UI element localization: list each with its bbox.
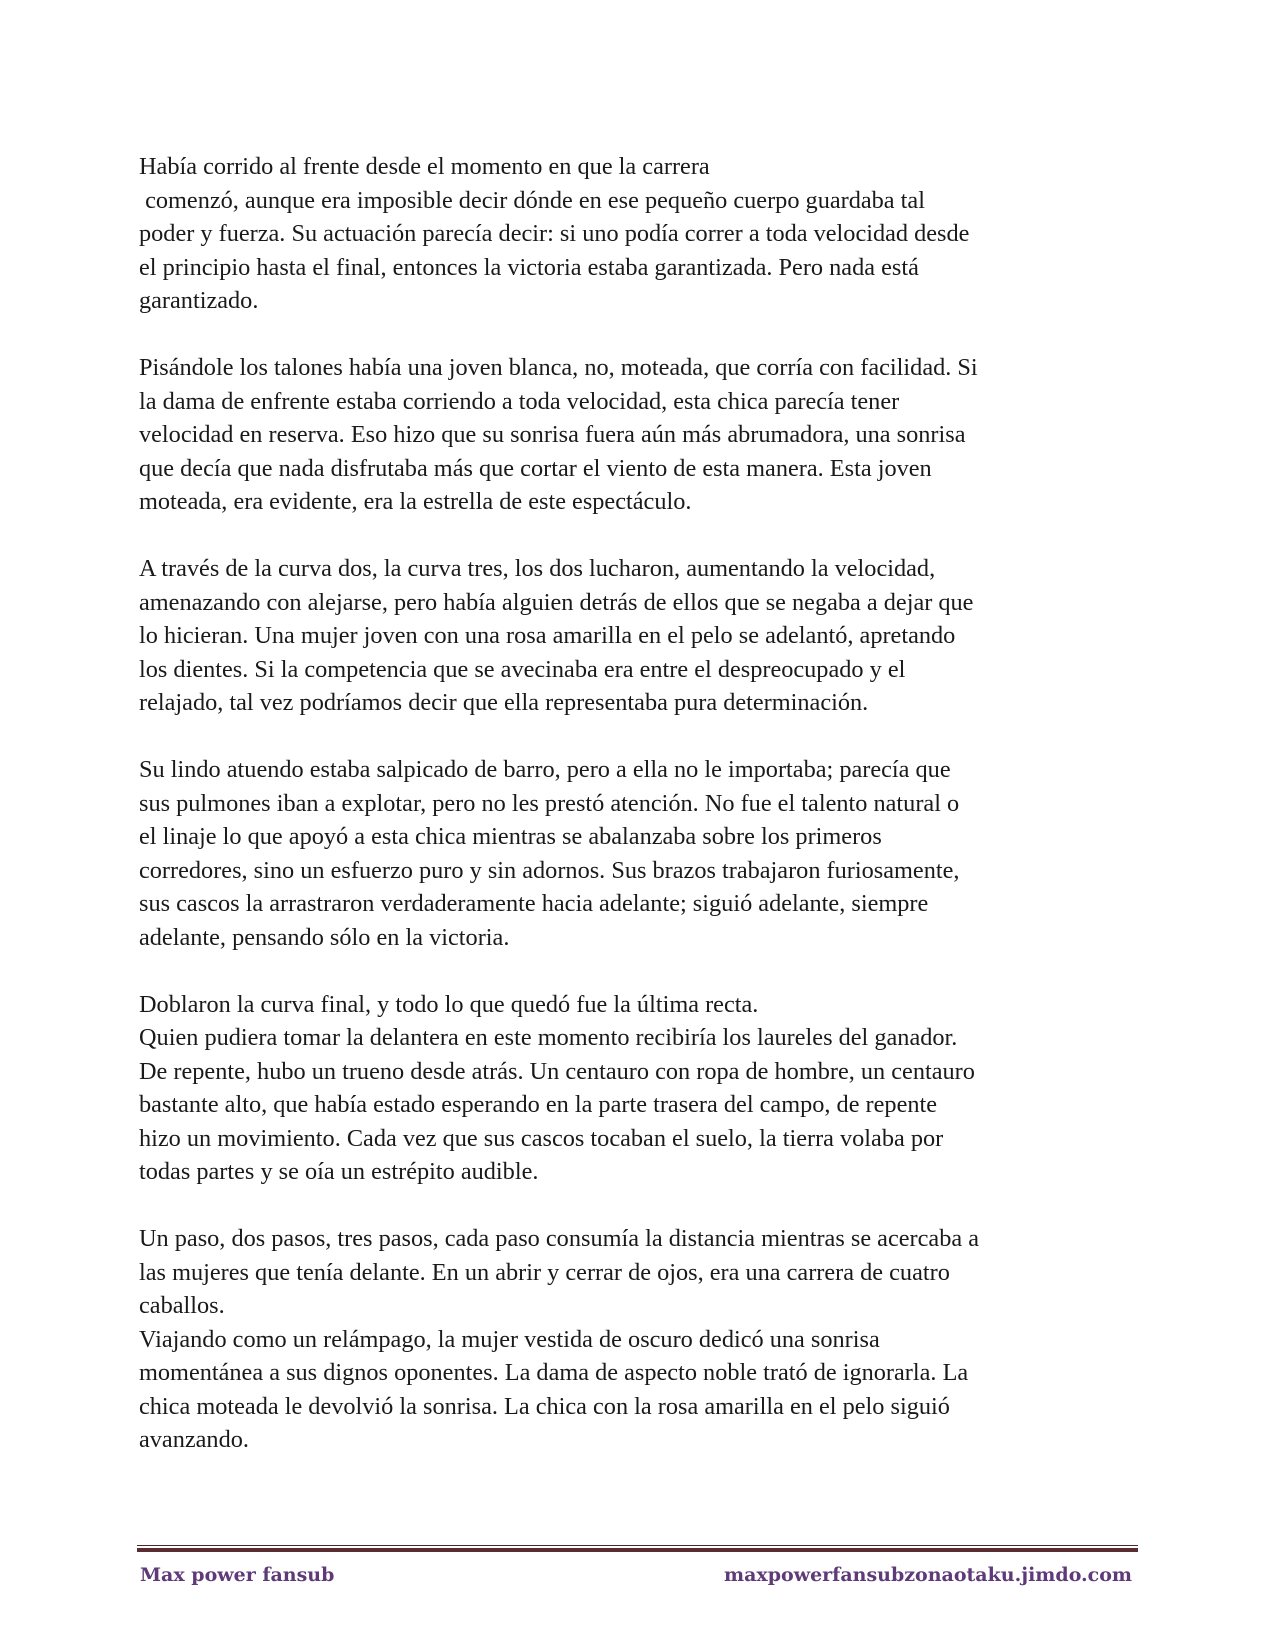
footer-rule-thin: [137, 1545, 1138, 1546]
footer-site-name: Max power fansub: [140, 1564, 335, 1586]
footer-site-url: maxpowerfansubzonaotaku.jimdo.com: [724, 1564, 1132, 1586]
text-line: Doblaron la curva final, y todo lo que quedó fue la última recta.: [139, 990, 759, 1018]
text-line: corredores, sino un esfuerzo puro y sin adornos. Sus brazos trabajaron furiosamente,: [139, 856, 960, 884]
paragraph-5: [139, 988, 1149, 1189]
text-line: Pisándole los talones había una joven blanca, no, moteada, que corría con facilidad. Si: [139, 354, 978, 381]
text-line: que decía que nada disfrutaba más que cortar el viento de esta manera. Esta joven: [139, 454, 932, 482]
text-line: las mujeres que tenía delante. En un abrir y cerrar de ojos, era una carrera de cuatro: [139, 1258, 950, 1286]
text-line: Había corrido al frente desde el momento en que la carrera: [139, 153, 710, 180]
text-line: Viajando como un relámpago, la mujer vestida de oscuro dedicó una sonrisa: [139, 1325, 880, 1353]
paragraph-4: [139, 753, 1149, 954]
text-line: A través de la curva dos, la curva tres, los dos lucharon, aumentando la velocidad,: [139, 555, 936, 582]
text-line: el linaje lo que apoyó a esta chica mientras se abalanzaba sobre los primeros: [139, 823, 882, 850]
text-line: lo hicieran. Una mujer joven con una rosa amarilla en el pelo se adelantó, apretando: [139, 622, 956, 649]
document-body: [139, 150, 1149, 1490]
text-line: sus cascos la arrastraron verdaderamente hacia adelante; siguió adelante, siempre: [139, 890, 929, 917]
text-line: Su lindo atuendo estaba salpicado de barro, pero a ella no le importaba; parecía que: [139, 756, 951, 783]
text-line: avanzando.: [139, 1426, 249, 1453]
text-line: Un paso, dos pasos, tres pasos, cada paso consumía la distancia mientras se acercaba a: [139, 1225, 979, 1252]
text-line: De repente, hubo un trueno desde atrás. Un centauro con ropa de hombre, un centauro: [139, 1057, 975, 1085]
text-line: velocidad en reserva. Eso hizo que su sonrisa fuera aún más abrumadora, una sonrisa: [139, 421, 966, 448]
paragraph-3: [139, 552, 1149, 720]
text-line: momentánea a sus dignos oponentes. La dama de aspecto noble trató de ignorarla. La: [139, 1359, 969, 1386]
text-line: caballos.: [139, 1292, 225, 1319]
text-line: relajado, tal vez podríamos decir que ella representaba pura determinación.: [139, 689, 869, 716]
text-line: el principio hasta el final, entonces la victoria estaba garantizada. Pero nada está: [139, 253, 919, 281]
text-line: amenazando con alejarse, pero había alguien detrás de ellos que se negaba a dejar que: [139, 588, 974, 616]
text-line: comenzó, aunque era imposible decir dónde en ese pequeño cuerpo guardaba tal: [139, 186, 925, 214]
text-line: la dama de enfrente estaba corriendo a toda velocidad, esta chica parecía tener: [139, 387, 900, 415]
paragraph-6: [139, 1222, 1149, 1457]
text-line: poder y fuerza. Su actuación parecía decir: si uno podía correr a toda velocidad desde: [139, 220, 970, 247]
text-line: bastante alto, que había estado esperando en la parte trasera del campo, de repente: [139, 1091, 938, 1118]
footer-rule-thick: [137, 1548, 1138, 1552]
text-line: los dientes. Si la competencia que se avecinaba era entre el despreocupado y el: [139, 655, 906, 683]
paragraph-1: [139, 150, 1149, 318]
text-line: moteada, era evidente, era la estrella de este espectáculo.: [139, 488, 692, 515]
text-line: Quien pudiera tomar la delantera en este momento recibiría los laureles del ganador.: [139, 1024, 958, 1051]
paragraph-2: [139, 351, 1149, 519]
text-line: hizo un movimiento. Cada vez que sus cascos tocaban el suelo, la tierra volaba por: [139, 1124, 944, 1152]
text-line: garantizado.: [139, 287, 259, 314]
text-line: sus pulmones iban a explotar, pero no les prestó atención. No fue el talento natural o: [139, 789, 960, 817]
text-line: todas partes y se oía un estrépito audible.: [139, 1158, 539, 1185]
text-line: chica moteada le devolvió la sonrisa. La chica con la rosa amarilla en el pelo siguió: [139, 1392, 950, 1420]
text-line: adelante, pensando sólo en la victoria.: [139, 923, 510, 951]
